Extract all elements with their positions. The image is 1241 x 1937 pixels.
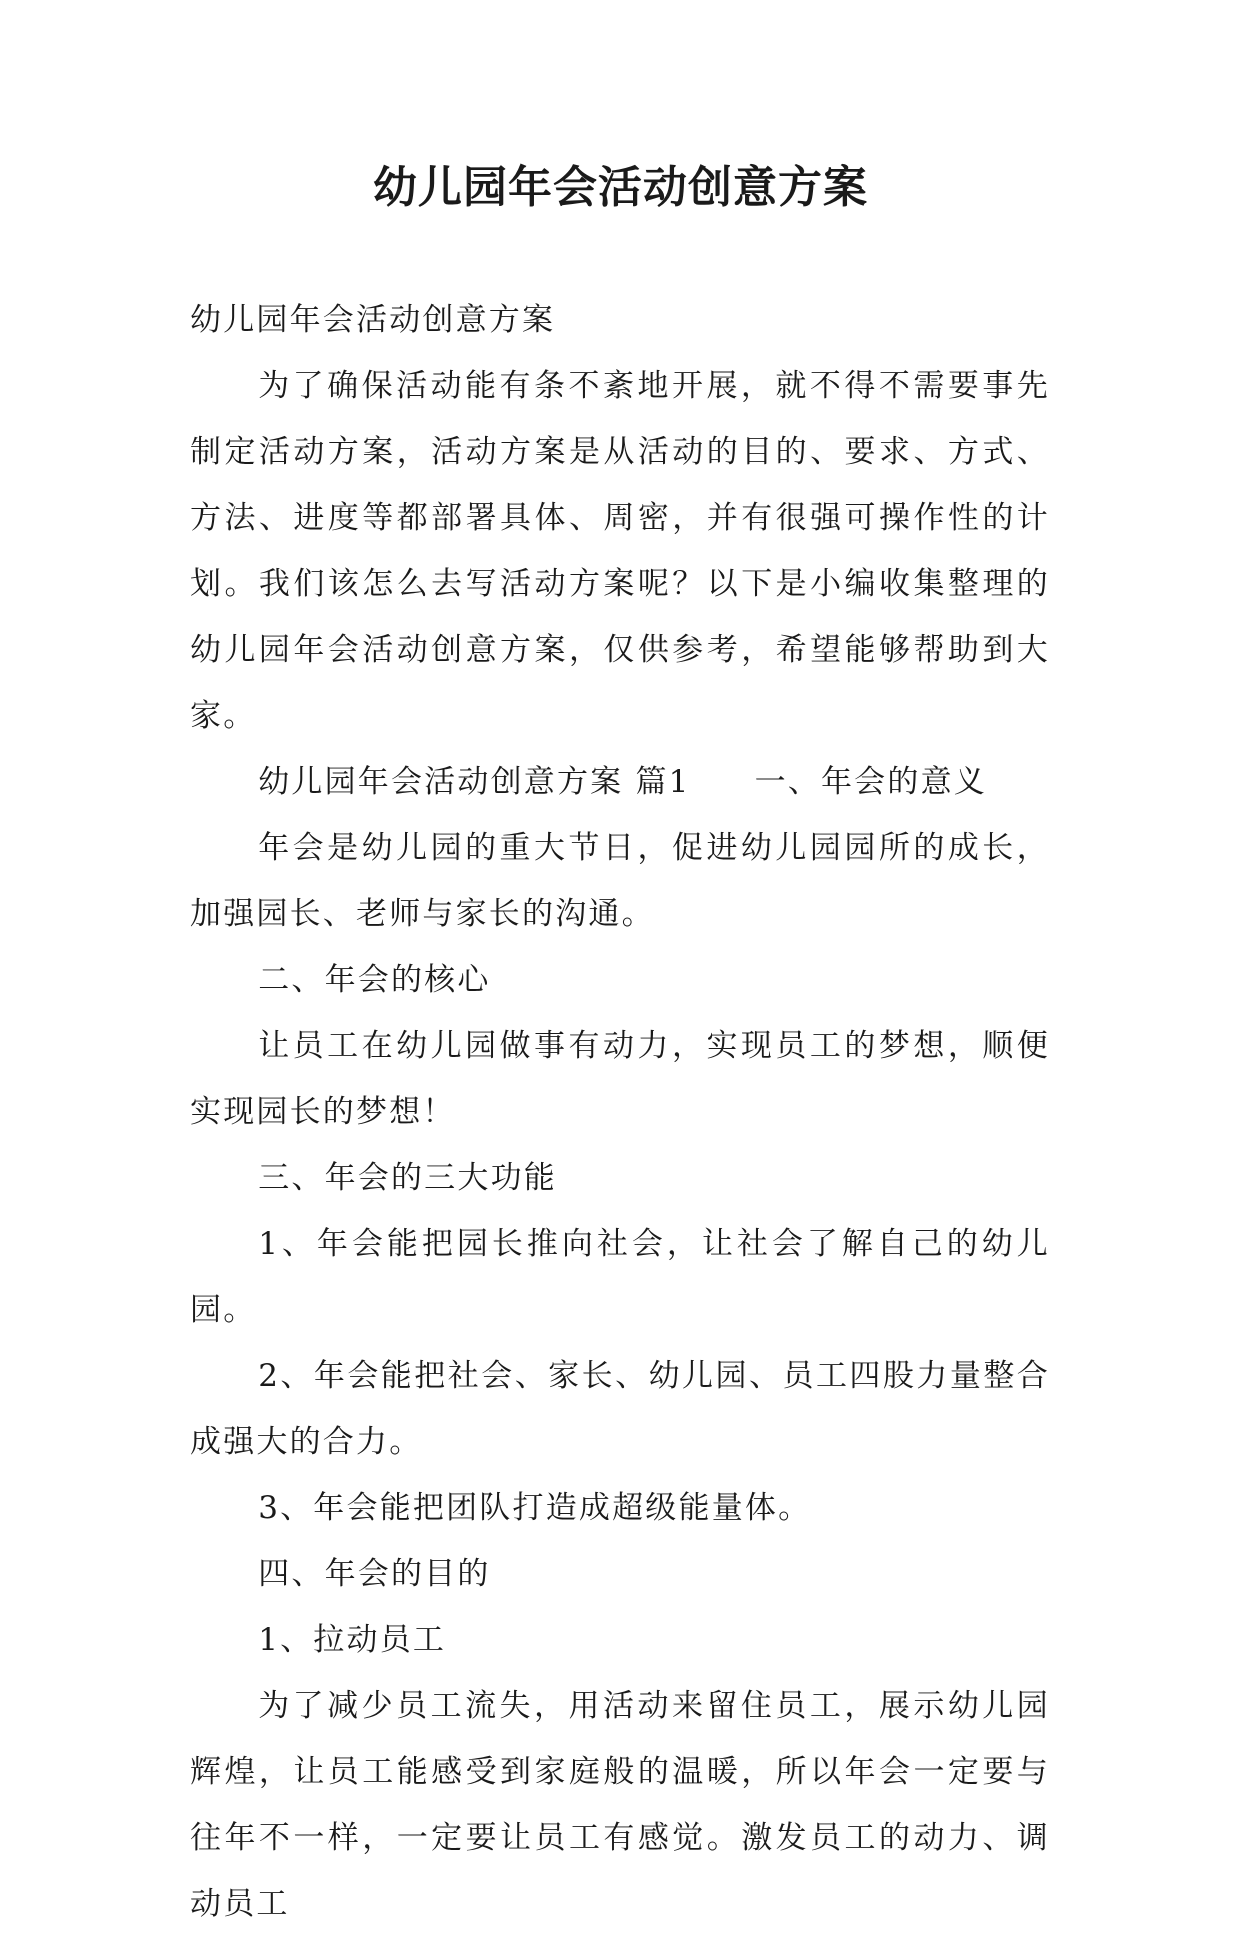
function-item-3: 3、年会能把团队打造成超级能量体。 (258, 1490, 812, 1526)
body-subtitle: 幼儿园年会活动创意方案 (190, 302, 556, 338)
purpose-paragraph: 为了减少员工流失，用活动来留住员工，展示幼儿园辉煌，让员工能感受到家庭般的温暖，所以年会一定要与往年不一样，一定要让员工有感觉。激发员工的动力、调动员工 (190, 1688, 1050, 1922)
function-item-2: 2、年会能把社会、家长、幼儿园、员工四股力量整合成强大的合力。 (190, 1358, 1050, 1460)
intro-paragraph: 为了确保活动能有条不紊地开展，就不得不需要事先制定活动方案，活动方案是从活动的目的、要求、方式、方法、进度等都部署具体、周密，并有很强可操作性的计划。我们该怎么去写活动方案呢？以下是小编收集整理的幼儿园年会活动创意方案，仅供参考，希望能够帮助到大家。 (190, 368, 1050, 734)
document-body (190, 287, 1050, 1937)
purpose-item-1: 1、拉动员工 (258, 1622, 447, 1658)
core-paragraph: 让员工在幼儿园做事有动力，实现员工的梦想，顺便实现园长的梦想！ (190, 1028, 1050, 1130)
heading-purpose: 四、年会的目的 (258, 1556, 491, 1592)
document-title: 幼儿园年会活动创意方案 (373, 162, 868, 213)
article-part-label: 幼儿园年会活动创意方案 篇1 (258, 764, 691, 800)
heading-functions: 三、年会的三大功能 (258, 1160, 557, 1196)
heading-meaning: 一、年会的意义 (754, 764, 987, 800)
function-item-1: 1、年会能把园长推向社会，让社会了解自己的幼儿园。 (190, 1226, 1050, 1328)
meaning-paragraph: 年会是幼儿园的重大节日，促进幼儿园园所的成长，加强园长、老师与家长的沟通。 (190, 830, 1050, 932)
heading-core: 二、年会的核心 (258, 962, 491, 998)
section-heading-line (190, 749, 1050, 815)
